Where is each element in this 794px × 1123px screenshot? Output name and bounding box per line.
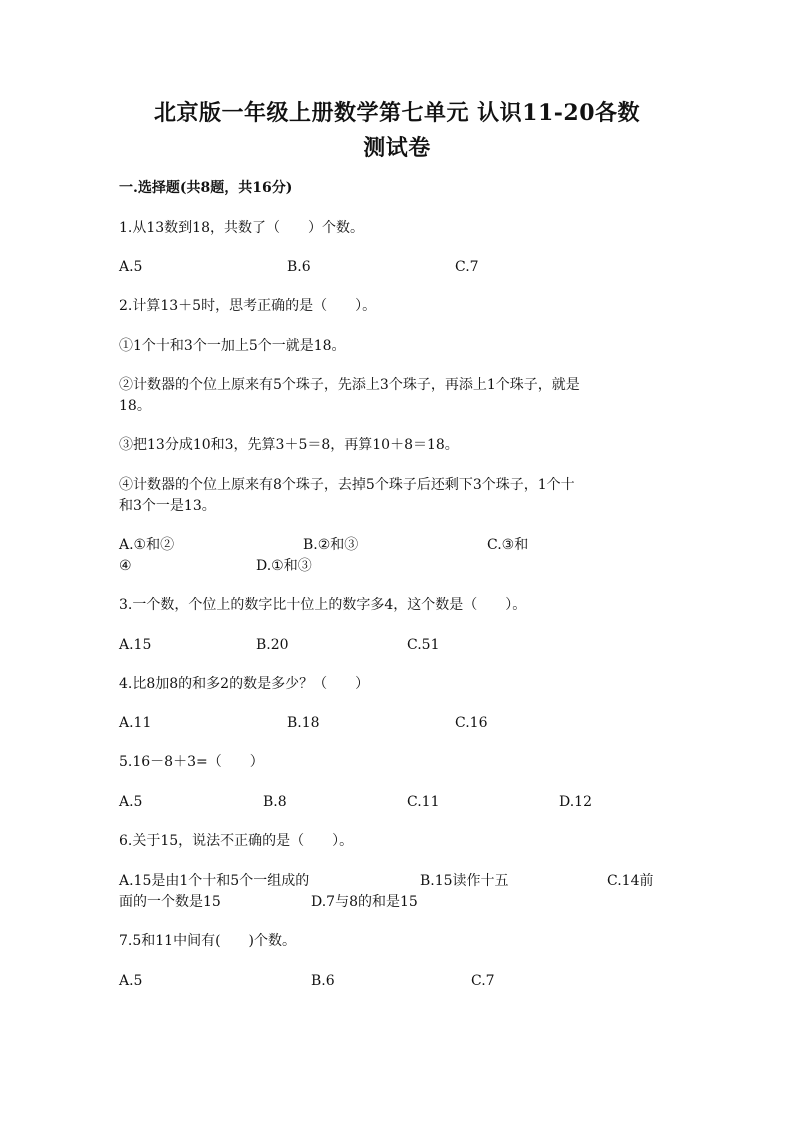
question-1-option-c: C.7 [455, 259, 479, 275]
question-6-option-b: B.15读作十五 [420, 873, 509, 889]
question-4-option-c: C.16 [455, 715, 488, 731]
section-heading: 一.选择题(共8题，共16分) [119, 180, 293, 196]
question-1-stem: 1.从13数到18，共数了（ ）个数。 [119, 220, 364, 236]
question-2-statement-4: ④计数器的个位上原来有8个珠子，去掉5个珠子后还剩下3个珠子，1个十 [119, 477, 575, 493]
question-7-option-c: C.7 [471, 973, 495, 989]
question-5-stem: 5.16－8＋3=（ ） [119, 754, 264, 770]
question-3-option-a: A.15 [119, 637, 152, 653]
question-6-option-a: A.15是由1个十和5个一组成的 [119, 873, 310, 889]
question-2-option-b: B.②和③ [303, 537, 359, 553]
question-7-option-a: A.5 [119, 973, 143, 989]
question-2-statement-2-cont: 18。 [119, 398, 151, 414]
question-5-option-a: A.5 [119, 794, 143, 810]
exam-title-line-1: 北京版一年级上册数学第七单元 认识11-20各数 [153, 100, 641, 126]
question-2-statement-4-cont: 和3个一是13。 [119, 498, 216, 514]
question-5-option-c: C.11 [407, 794, 440, 810]
question-2-option-c: C.③和 [487, 537, 529, 553]
question-3-option-c: C.51 [407, 637, 440, 653]
question-6-option-d: D.7与8的和是15 [311, 894, 418, 910]
question-6-option-c: C.14前 [607, 873, 654, 889]
question-1-option-a: A.5 [119, 259, 143, 275]
question-2-option-c-cont: ④ [119, 558, 132, 574]
question-5-option-b: B.8 [263, 794, 287, 810]
question-7-option-b: B.6 [311, 973, 335, 989]
question-2-statement-3: ③把13分成10和3，先算3＋5＝8，再算10＋8＝18。 [119, 437, 459, 453]
question-3-stem: 3.一个数，个位上的数字比十位上的数字多4，这个数是（ ）。 [119, 597, 527, 613]
question-7-stem: 7.5和11中间有( )个数。 [119, 933, 297, 949]
question-3-option-b: B.20 [256, 637, 289, 653]
question-2-option-d: D.①和③ [256, 558, 312, 574]
question-2-stem: 2.计算13＋5时，思考正确的是（ ）。 [119, 298, 377, 314]
question-6-option-c-cont: 面的一个数是15 [119, 894, 221, 910]
question-4-stem: 4.比8加8的和多2的数是多少？（ ） [119, 676, 370, 692]
question-6-stem: 6.关于15，说法不正确的是（ ）。 [119, 833, 354, 849]
question-5-option-d: D.12 [559, 794, 592, 810]
question-2-option-a: A.①和② [119, 537, 175, 553]
question-1-option-b: B.6 [287, 259, 311, 275]
question-2-statement-2: ②计数器的个位上原来有5个珠子，先添上3个珠子，再添上1个珠子，就是 [119, 377, 580, 393]
question-4-option-a: A.11 [119, 715, 152, 731]
question-2-statement-1: ①1个十和3个一加上5个一就是18。 [119, 338, 346, 354]
question-4-option-b: B.18 [287, 715, 320, 731]
exam-title-line-2: 测试卷 [363, 135, 431, 161]
